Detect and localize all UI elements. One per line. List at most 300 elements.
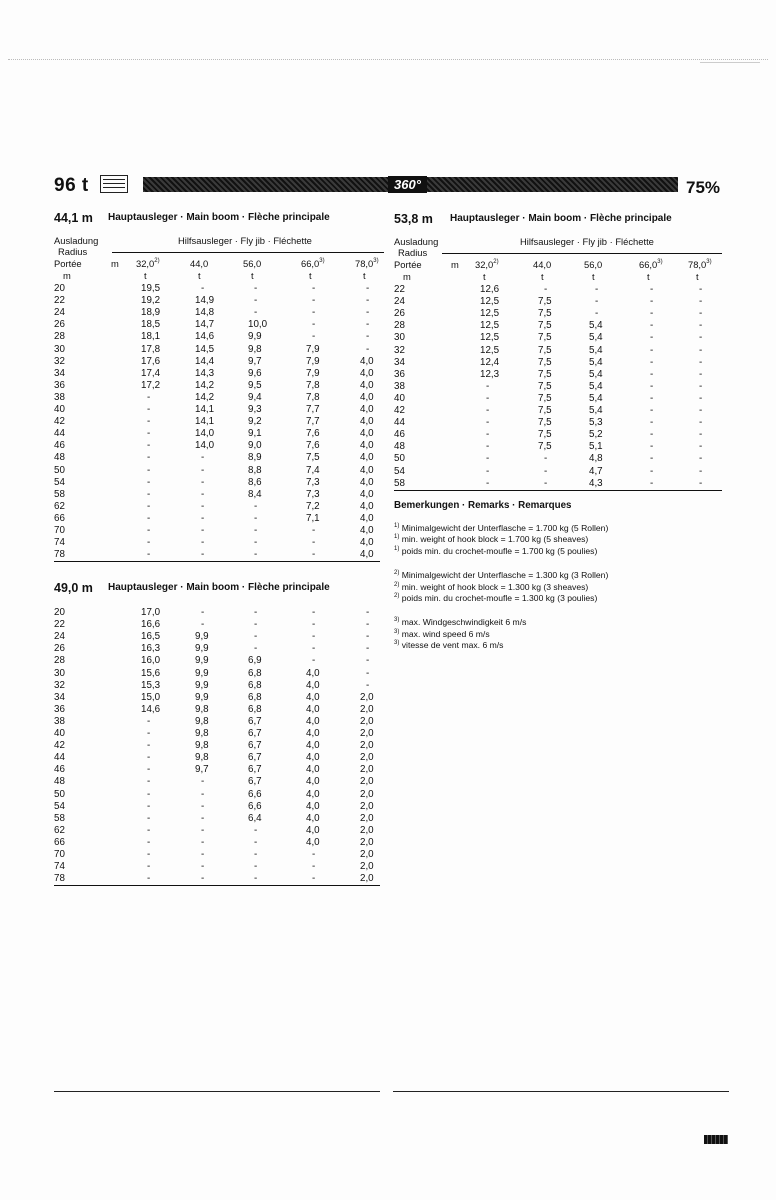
load-cell: - [312,643,316,655]
load-cell: 12,5 [480,320,500,332]
radius-cell: 36 [54,379,65,391]
load-cell: - [699,284,703,295]
load-cell: 7,5 [538,356,552,368]
load-cell: 16,5 [141,631,161,643]
load-cell: 5,4 [589,356,603,368]
load-cell: - [147,512,151,524]
radius-cell: 42 [54,740,65,752]
load-cell: 8,6 [248,476,262,488]
load-cell: - [312,525,316,536]
col-radius: Radius [58,246,88,257]
load-cell: 7,5 [538,368,552,380]
load-cell: 7,5 [306,452,320,464]
load-cell: 17,8 [141,343,161,355]
load-cell: 18,9 [141,307,161,319]
load-cell: - [650,308,654,320]
load-cell: - [147,440,151,452]
radius-cell: 38 [54,391,65,403]
load-cell: 7,5 [538,429,552,441]
load-cell: 9,8 [248,343,262,355]
load-cell: - [366,619,370,631]
load-cell: 4,0 [306,667,320,679]
col-m-label: m [111,258,119,269]
load-cell: 2,0 [360,776,374,788]
load-cell: 7,5 [538,380,552,392]
load-cell: 16,0 [141,655,161,667]
load-cell: 5,4 [589,405,603,416]
load-cell: - [312,619,316,631]
load-cell: 9,8 [195,703,209,715]
load-cell: - [699,441,703,453]
load-cell: 4,0 [306,764,320,776]
load-cell: 5,4 [589,344,603,356]
load-cell: - [147,525,151,536]
load-cell: - [699,308,703,320]
load-cell: 7,5 [538,344,552,356]
load-cell: - [201,800,205,812]
load-cell: - [147,824,151,836]
table-bottom-rule [54,561,380,562]
load-cell: 6,7 [248,764,262,776]
load-cell: - [147,740,151,752]
load-cell: 7,9 [306,355,320,367]
radius-cell: 48 [394,441,405,453]
counterweight-percent: 75% [686,178,721,197]
load-cell: 14,0 [195,440,215,452]
load-cell: 9,7 [248,355,262,367]
load-cell: - [201,488,205,500]
radius-cell: 32 [54,355,65,367]
load-cell: 15,3 [141,679,161,691]
radius-cell: 58 [394,477,405,489]
section-44-title: Hauptausleger · Main boom · Flèche principale [108,212,330,223]
load-cell: 7,8 [306,391,320,403]
section-53-radius: 53,8 m [394,212,433,226]
load-cell: - [650,380,654,392]
load-cell: 4,0 [306,703,320,715]
load-cell: 8,4 [248,488,262,500]
remark-line: $^{1)}$ Minimalgewicht der Unterflasche = 1.700 kg (5 Rollen) [394,522,609,533]
load-cell: - [544,284,548,295]
load-cell: - [254,619,258,631]
load-cell: 4,0 [360,440,374,452]
load-cell: 12,6 [480,284,500,295]
load-cell: - [201,464,205,476]
load-cell: - [699,465,703,477]
radius-cell: 44 [54,752,65,764]
remark-line: $^{3)}$ max. wind speed 6 m/s [394,628,490,639]
radius-cell: 58 [54,488,65,500]
load-cell: 15,0 [141,691,161,703]
radius-cell: 22 [394,284,405,295]
load-cell: 9,1 [248,428,262,440]
col-portee: Portée [54,258,82,269]
section-44-header [54,235,384,285]
load-cell: - [650,332,654,344]
load-cell: - [201,824,205,836]
load-cell: - [312,331,316,343]
load-cell: - [201,873,205,885]
load-cell: 18,1 [141,331,161,343]
radius-cell: 62 [54,824,65,836]
load-cell: 9,8 [195,752,209,764]
load-cell: 19,2 [141,295,161,307]
radius-cell: 30 [54,667,65,679]
load-cell: - [650,453,654,465]
load-cell: 4,0 [360,404,374,415]
load-cell: 4,0 [360,537,374,549]
table-49 [54,607,384,897]
radius-cell: 44 [394,417,405,429]
load-cell: - [699,368,703,380]
load-cell: - [650,284,654,295]
load-cell: 14,2 [195,391,215,403]
load-cell: 14,5 [195,343,215,355]
section-49-title: Hauptausleger · Main boom · Flèche principale [108,582,330,593]
radius-cell: 48 [54,452,65,464]
top-rule [8,59,768,60]
radius-cell: 74 [54,537,65,549]
load-cell: - [147,549,151,561]
load-cell: - [650,405,654,416]
remarks-title: Bemerkungen · Remarks · Remarques [394,500,572,511]
remark-group [394,570,724,605]
radius-cell: 36 [54,703,65,715]
load-cell: 4,0 [360,525,374,536]
load-cell: 4,0 [360,488,374,500]
load-cell: - [201,537,205,549]
radius-cell: 26 [54,643,65,655]
fly-jib-rule [112,252,384,253]
radius-cell: 34 [54,691,65,703]
load-cell: 4,0 [306,691,320,703]
col-ausladung: Ausladung [394,236,439,247]
radius-cell: 40 [54,404,65,415]
load-cell: 9,0 [248,440,262,452]
radius-cell: 24 [394,296,405,308]
load-cell: - [201,512,205,524]
radius-cell: 44 [54,428,65,440]
radius-cell: 46 [54,440,65,452]
radius-cell: 26 [54,319,65,331]
load-cell: - [699,380,703,392]
load-cell: 9,9 [195,643,209,655]
unit-t-1: t [541,271,544,282]
jib-length-1: 44,0 [190,258,209,269]
load-cell: 9,8 [195,740,209,752]
radius-cell: 20 [54,607,65,618]
radius-cell: 38 [394,380,405,392]
jib-length-4: 78,0$^{3)}$ [355,258,379,269]
top-rule-short [700,62,760,63]
section-44-radius: 44,1 m [54,211,93,225]
load-cell: 7,2 [306,500,320,512]
fly-jib-label: Hilfsausleger · Fly jib · Fléchette [520,236,654,247]
load-cell: - [147,800,151,812]
load-cell: - [254,500,258,512]
remark-line: $^{2)}$ Minimalgewicht der Unterflasche = 1.300 kg (3 Rollen) [394,569,609,580]
load-cell: 14,4 [195,355,215,367]
load-cell: 9,4 [248,391,262,403]
radius-cell: 42 [54,416,65,428]
radius-cell: 54 [54,800,65,812]
unit-t-2: t [592,271,595,282]
load-cell: 9,9 [195,655,209,667]
load-cell: 6,8 [248,691,262,703]
load-cell: 9,9 [195,667,209,679]
load-cell: - [254,537,258,549]
load-cell: 2,0 [360,824,374,836]
load-cell: 8,9 [248,452,262,464]
load-cell: - [312,631,316,643]
load-cell: 9,9 [195,679,209,691]
load-cell: 4,0 [360,355,374,367]
load-cell: - [312,283,316,294]
load-cell: - [312,607,316,618]
load-cell: - [486,477,490,489]
load-cell: - [544,477,548,489]
table-53 [394,284,724,494]
load-cell: 4,0 [306,824,320,836]
load-cell: 4,0 [306,812,320,824]
radius-cell: 66 [54,836,65,848]
load-cell: 7,5 [538,392,552,404]
load-cell: 5,1 [589,441,603,453]
load-cell: - [254,631,258,643]
load-cell: 6,8 [248,667,262,679]
load-cell: - [201,812,205,824]
load-cell: - [201,836,205,848]
load-cell: - [147,812,151,824]
load-cell: - [544,453,548,465]
unit-t-0: t [144,270,147,281]
load-cell: 4,0 [306,679,320,691]
remark-group [394,523,724,558]
load-cell: 6,4 [248,812,262,824]
load-cell: 2,0 [360,691,374,703]
rotation-label: 360° [388,176,427,193]
load-cell: - [147,476,151,488]
radius-cell: 30 [54,343,65,355]
unit-t-0: t [483,271,486,282]
load-cell: 7,5 [538,332,552,344]
radius-cell: 20 [54,283,65,294]
load-cell: 2,0 [360,788,374,800]
load-cell: - [486,465,490,477]
load-cell: - [147,873,151,885]
jib-length-2: 56,0 [584,259,603,270]
load-cell: - [254,824,258,836]
jib-length-0: 32,0$^{2)}$ [475,259,499,270]
radius-cell: 58 [54,812,65,824]
load-cell: - [254,295,258,307]
load-cell: 2,0 [360,703,374,715]
load-cell: - [650,392,654,404]
load-cell: 9,8 [195,715,209,727]
load-cell: - [147,836,151,848]
load-cell: 9,8 [195,728,209,739]
load-cell: - [147,788,151,800]
load-cell: - [201,788,205,800]
load-cell: - [699,453,703,465]
load-cell: - [366,655,370,667]
fly-jib-rule [442,253,722,254]
load-cell: 2,0 [360,764,374,776]
load-cell: 12,5 [480,296,500,308]
load-cell: - [147,500,151,512]
load-cell: - [486,405,490,416]
load-cell: 4,0 [360,379,374,391]
load-cell: - [650,368,654,380]
unit-t-3: t [309,270,312,281]
load-cell: - [254,307,258,319]
load-cell: 2,0 [360,812,374,824]
load-cell: 4,8 [589,453,603,465]
load-cell: - [650,344,654,356]
load-cell: 5,4 [589,320,603,332]
radius-cell: 32 [394,344,405,356]
load-cell: 12,5 [480,332,500,344]
load-cell: - [201,849,205,860]
load-cell: - [254,549,258,561]
radius-cell: 66 [54,512,65,524]
load-cell: 9,6 [248,367,262,379]
jib-length-0: 32,0$^{2)}$ [136,258,160,269]
load-cell: - [650,477,654,489]
load-cell: 2,0 [360,849,374,860]
load-cell: - [312,873,316,885]
load-cell: 12,5 [480,308,500,320]
load-cell: - [650,465,654,477]
load-cell: 4,0 [360,500,374,512]
load-cell: 4,0 [360,464,374,476]
load-cell: - [312,295,316,307]
load-cell: - [312,861,316,873]
section-49-radius: 49,0 m [54,581,93,595]
section-53-title: Hauptausleger · Main boom · Flèche principale [450,213,672,224]
jib-length-4: 78,0$^{3)}$ [688,259,712,270]
unit-t-2: t [251,270,254,281]
load-cell: 14,8 [195,307,215,319]
load-cell: 14,1 [195,404,215,415]
radius-cell: 34 [394,356,405,368]
load-cell: - [254,607,258,618]
load-cell: 6,8 [248,703,262,715]
col-unit-m: m [403,271,411,282]
load-cell: 2,0 [360,861,374,873]
load-cell: 7,6 [306,440,320,452]
load-cell: - [650,296,654,308]
brand-logo [704,1135,728,1144]
load-cell: 7,9 [306,367,320,379]
load-cell: - [147,861,151,873]
load-cell: 9,9 [195,691,209,703]
load-cell: - [147,416,151,428]
section-53-header [394,236,724,286]
load-cell: - [201,776,205,788]
load-cell: 5,4 [589,392,603,404]
load-cell: - [366,331,370,343]
jib-length-2: 56,0 [243,258,262,269]
load-cell: 2,0 [360,715,374,727]
load-cell: - [595,308,599,320]
load-cell: 2,0 [360,728,374,739]
load-cell: 4,0 [306,836,320,848]
load-cell: 12,3 [480,368,500,380]
load-cell: - [486,441,490,453]
load-cell: 7,6 [306,428,320,440]
load-cell: 9,3 [248,404,262,415]
load-cell: 18,5 [141,319,161,331]
load-cell: - [699,296,703,308]
remark-line: $^{2)}$ poids min. du crochet-moufle = 1.300 kg (3 poulies) [394,593,598,604]
load-cell: - [595,284,599,295]
radius-cell: 22 [54,619,65,631]
load-cell: - [650,356,654,368]
load-cell: 14,0 [195,428,215,440]
radius-cell: 26 [394,308,405,320]
radius-cell: 48 [54,776,65,788]
load-cell: 7,3 [306,488,320,500]
table-bottom-rule [54,885,380,886]
load-cell: - [650,429,654,441]
load-cell: - [366,319,370,331]
load-cell: 6,6 [248,800,262,812]
load-cell: - [201,861,205,873]
remark-line: $^{1)}$ min. weight of hook block = 1.700 kg (5 sheaves) [394,534,589,545]
load-cell: - [595,296,599,308]
remark-line: $^{3)}$ max. Windgeschwindigkeit 6 m/s [394,616,527,627]
load-cell: 17,0 [141,607,161,618]
load-cell: 6,6 [248,788,262,800]
load-cell: 4,0 [306,752,320,764]
load-cell: - [254,512,258,524]
load-cell: - [254,861,258,873]
jib-length-3: 66,0$^{3)}$ [639,259,663,270]
load-cell: 14,6 [195,331,215,343]
load-cell: - [366,631,370,643]
load-cell: 14,1 [195,416,215,428]
load-cell: - [201,500,205,512]
load-cell: - [254,849,258,860]
load-cell: 4,0 [360,428,374,440]
load-cell: - [366,607,370,618]
radius-cell: 24 [54,631,65,643]
jib-length-3: 66,0$^{3)}$ [301,258,325,269]
load-cell: - [147,391,151,403]
radius-cell: 70 [54,525,65,536]
load-cell: - [147,849,151,860]
load-cell: - [366,643,370,655]
load-cell: - [147,404,151,415]
load-cell: 9,2 [248,416,262,428]
load-cell: 4,3 [589,477,603,489]
load-cell: 5,4 [589,332,603,344]
load-cell: 5,3 [589,417,603,429]
radius-cell: 28 [54,655,65,667]
load-cell: - [312,319,316,331]
load-cell: - [366,283,370,294]
load-cell: 5,4 [589,380,603,392]
load-cell: - [486,417,490,429]
load-cell: - [201,476,205,488]
radius-cell: 50 [54,788,65,800]
load-cell: 12,4 [480,356,500,368]
load-cell: 4,0 [306,715,320,727]
radius-cell: 62 [54,500,65,512]
load-cell: 9,9 [195,631,209,643]
radius-cell: 24 [54,307,65,319]
